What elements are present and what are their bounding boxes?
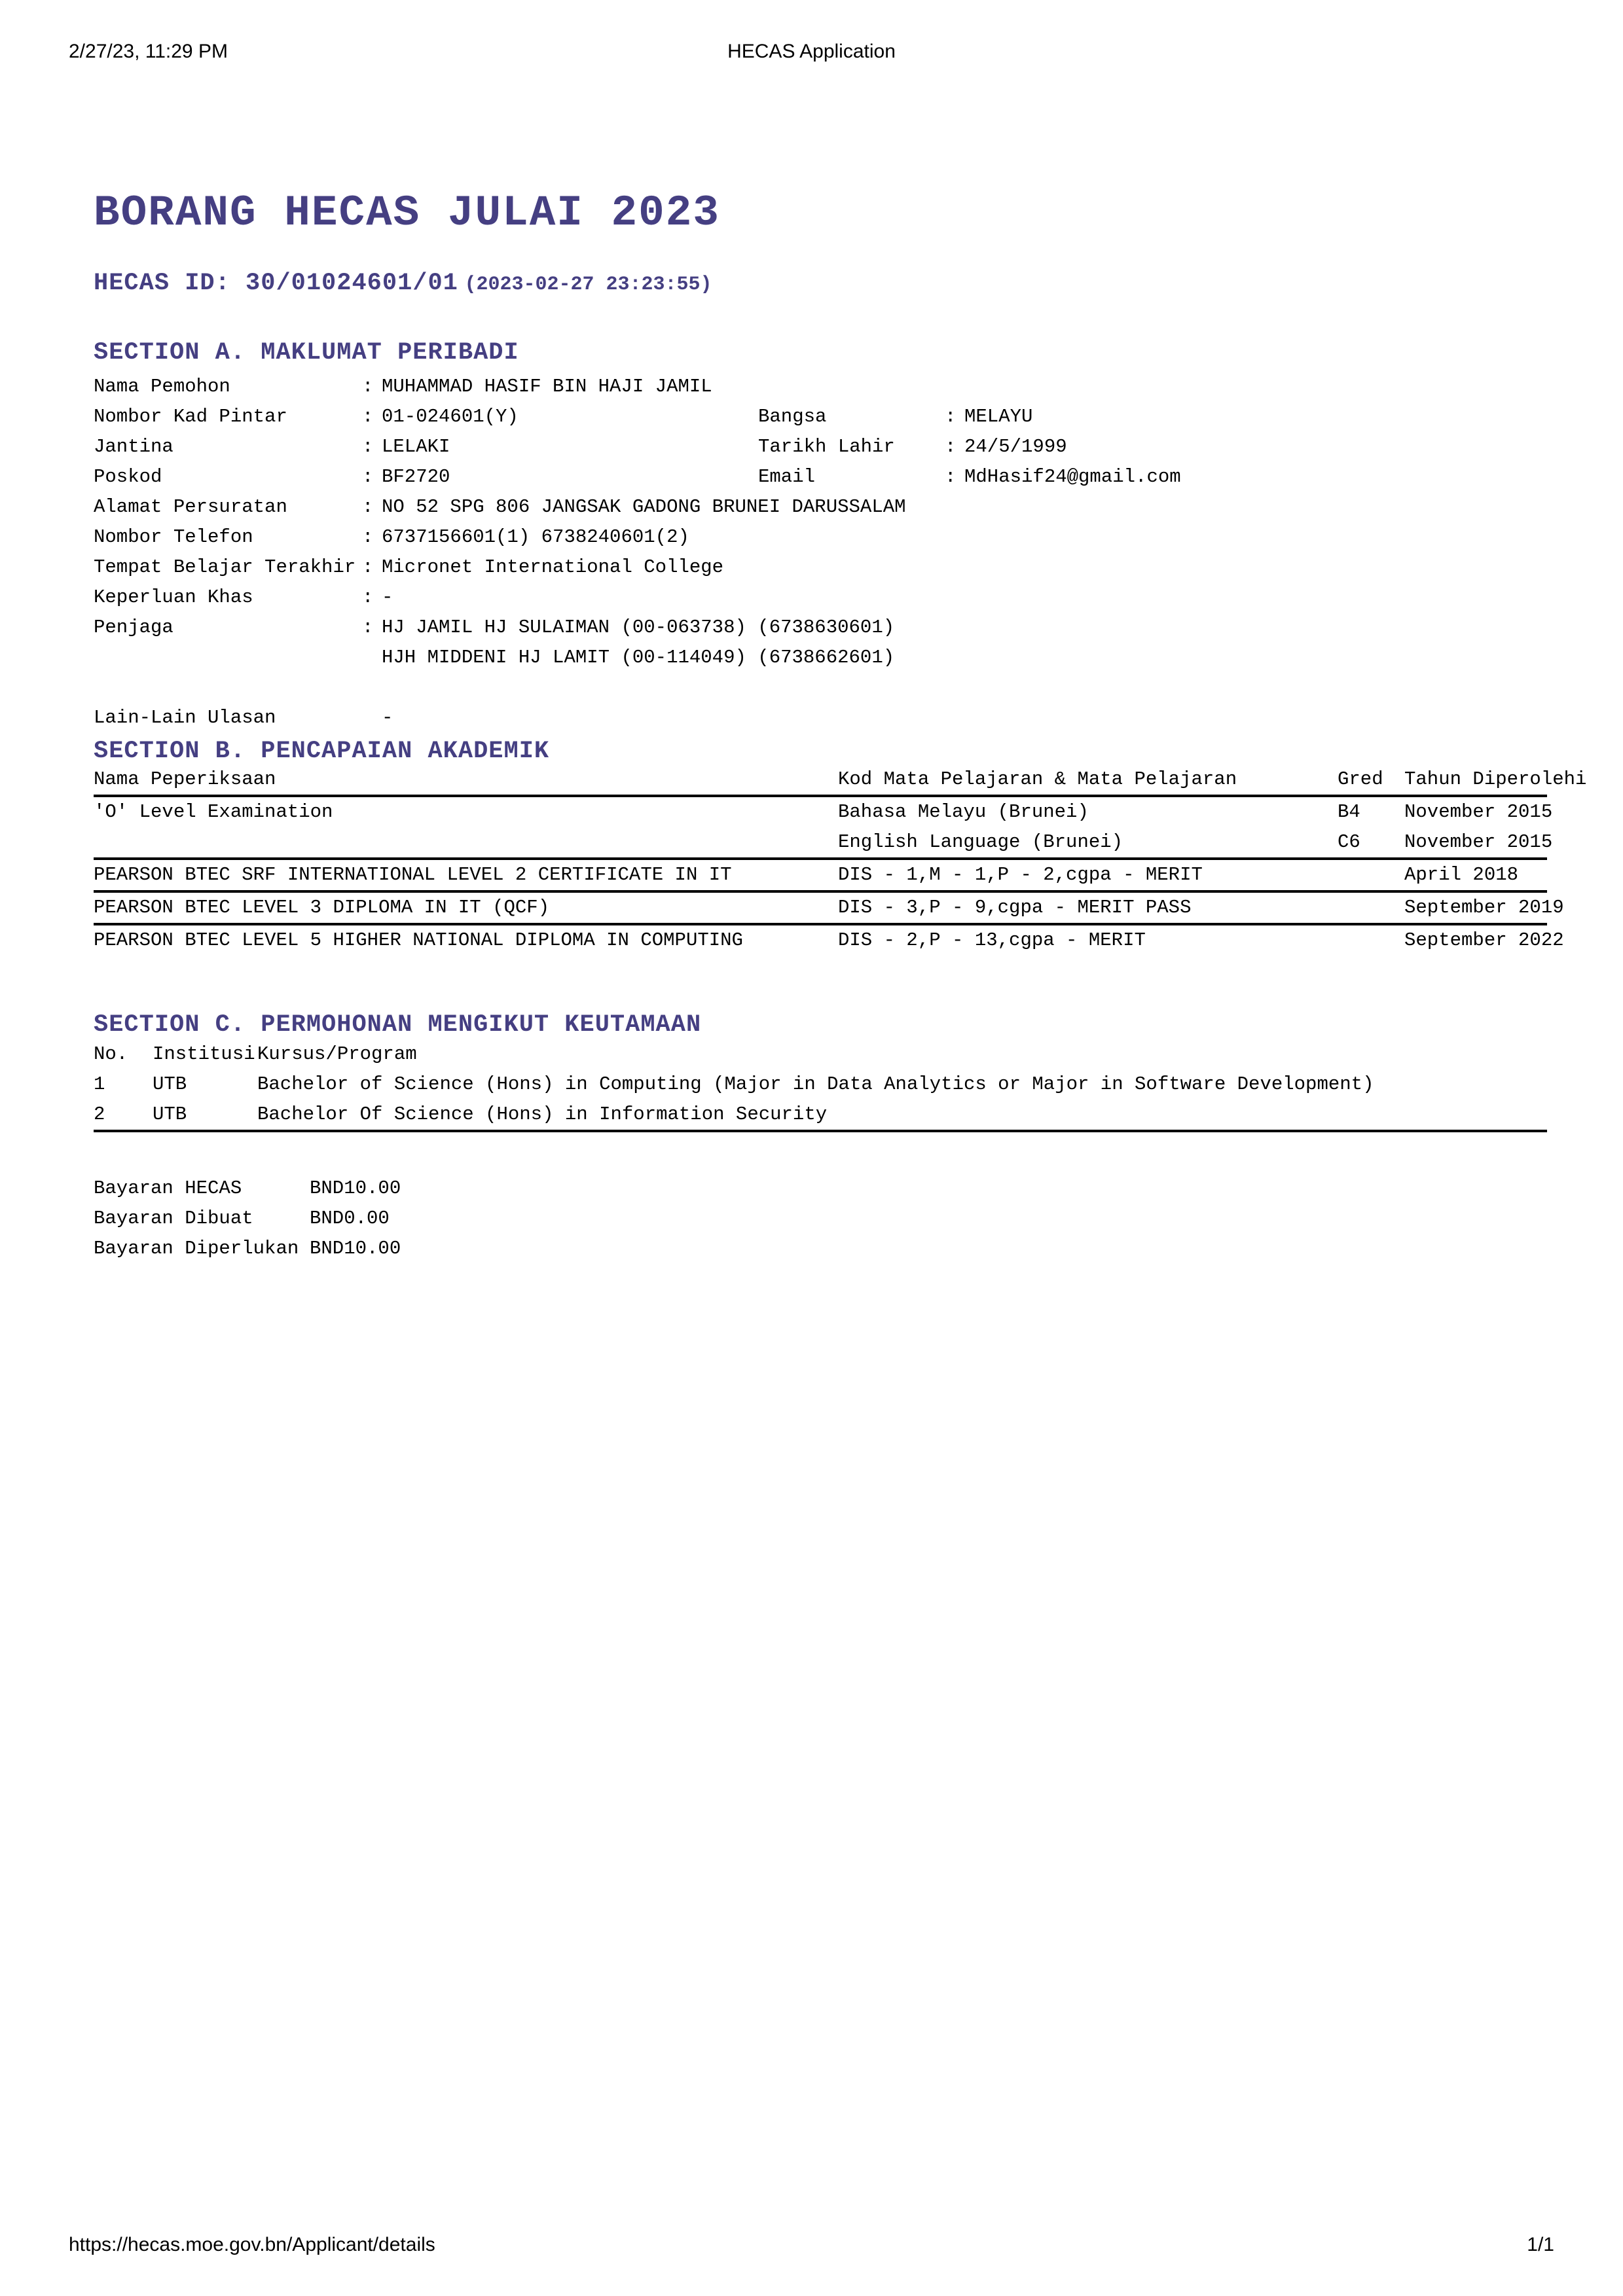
cell-exam — [94, 827, 838, 857]
cell-year: September 2019 — [1404, 897, 1564, 918]
info-value: BF2720 — [382, 466, 450, 488]
table-rule — [94, 1130, 1547, 1132]
info-row-guardian-primary — [94, 613, 1547, 643]
info-label: Keperluan Khas — [94, 586, 253, 608]
cell-year: September 2022 — [1404, 929, 1564, 951]
table-row — [94, 1069, 1547, 1100]
cell-course: Bachelor Of Science (Hons) in Information Security — [257, 1103, 828, 1125]
hecas-id-line — [94, 270, 712, 297]
info-colon: : — [362, 556, 374, 578]
info-colon: : — [362, 436, 374, 457]
info-colon: : — [362, 617, 374, 638]
info-label: Jantina — [94, 436, 173, 457]
fee-label: Bayaran HECAS — [94, 1177, 242, 1199]
info-value: - — [382, 707, 393, 728]
cell-subject: DIS - 3,P - 9,cgpa - MERIT PASS — [838, 897, 1192, 918]
hecas-id-value: HECAS ID: 30/01024601/01 — [94, 270, 458, 297]
academic-achievements-table — [94, 764, 1587, 956]
info-label: Nama Pemohon — [94, 376, 230, 397]
cell-course: Bachelor of Science (Hons) in Computing (Major in Data Analytics or Major in Software Development) — [257, 1073, 1374, 1095]
info-value: MUHAMMAD HASIF BIN HAJI JAMIL — [382, 376, 712, 397]
table-row — [94, 1100, 1547, 1130]
info-row — [94, 372, 1547, 402]
info-value: NO 52 SPG 806 JANGSAK GADONG BRUNEI DARUSSALAM — [382, 496, 906, 518]
page-title: BORANG HECAS JULAI 2023 — [94, 188, 720, 238]
column-header-course: Kursus/Program — [257, 1043, 417, 1065]
hecas-id-timestamp: (2023-02-27 23:23:55) — [464, 274, 712, 296]
table-header-row — [94, 1039, 1547, 1069]
cell-exam: PEARSON BTEC LEVEL 5 HIGHER NATIONAL DIPLOMA IN COMPUTING — [94, 929, 743, 951]
cell-grade: C6 — [1338, 831, 1360, 853]
cell-grade — [1338, 860, 1404, 890]
table-row — [94, 797, 1547, 827]
print-header-title: HECAS Application — [727, 41, 896, 62]
info-row — [94, 432, 1547, 462]
table-row — [94, 893, 1547, 923]
print-footer-url: https://hecas.moe.gov.bn/Applicant/details — [69, 2234, 435, 2255]
info-right-label: Bangsa — [758, 406, 827, 427]
info-right-label: Email — [758, 466, 816, 488]
cell-subject: DIS - 2,P - 13,cgpa - MERIT — [838, 929, 1146, 951]
info-colon: : — [362, 406, 374, 427]
info-row — [94, 402, 1547, 432]
info-row — [94, 583, 1547, 613]
info-value: 6737156601(1) 6738240601(2) — [382, 526, 689, 548]
fee-row — [94, 1234, 1547, 1264]
fee-row — [94, 1204, 1547, 1234]
info-label: Poskod — [94, 466, 162, 488]
cell-year: November 2015 — [1404, 801, 1553, 823]
column-header-institution: Institusi — [153, 1043, 255, 1065]
info-right-value: MdHasif24@gmail.com — [964, 466, 1181, 488]
fees-table — [94, 1174, 1547, 1264]
column-header-subject: Kod Mata Pelajaran & Mata Pelajaran — [838, 768, 1237, 790]
column-header-grade: Gred — [1338, 768, 1383, 790]
info-right-label: Tarikh Lahir — [758, 436, 895, 457]
info-row-spacer — [94, 673, 1547, 703]
cell-no: 1 — [94, 1073, 105, 1095]
info-label: Tempat Belajar Terakhir — [94, 556, 356, 578]
info-right-colon: : — [945, 466, 957, 488]
horizontal-rule — [94, 1130, 1547, 1132]
cell-no: 2 — [94, 1103, 105, 1125]
info-label: Nombor Telefon — [94, 526, 253, 548]
info-label: Nombor Kad Pintar — [94, 406, 287, 427]
info-row-guardian-secondary — [94, 643, 1547, 673]
info-label: Alamat Persuratan — [94, 496, 287, 518]
cell-grade: B4 — [1338, 801, 1360, 823]
cell-grade — [1338, 925, 1404, 956]
cell-subject: DIS - 1,M - 1,P - 2,cgpa - MERIT — [838, 864, 1203, 886]
fee-label: Bayaran Dibuat — [94, 1208, 253, 1229]
fee-label: Bayaran Diperlukan — [94, 1238, 299, 1259]
info-colon: : — [362, 376, 374, 397]
info-colon: : — [362, 526, 374, 548]
table-row — [94, 827, 1547, 857]
info-value: LELAKI — [382, 436, 450, 457]
cell-grade — [1338, 893, 1404, 923]
info-label: Lain-Lain Ulasan — [94, 707, 276, 728]
section-b-title: SECTION B. PENCAPAIAN AKADEMIK — [94, 738, 550, 765]
fee-row — [94, 1174, 1547, 1204]
info-value: HJ JAMIL HJ SULAIMAN (00-063738) (6738630601) — [382, 617, 895, 638]
info-value: HJH MIDDENI HJ LAMIT (00-114049) (6738662601) — [382, 647, 895, 668]
cell-institution: UTB — [153, 1103, 187, 1125]
table-row — [94, 925, 1547, 956]
info-right-colon: : — [945, 436, 957, 457]
info-colon: : — [362, 466, 374, 488]
fee-amount: BND10.00 — [310, 1238, 401, 1259]
info-value: 01-024601(Y) — [382, 406, 519, 427]
column-header-year: Tahun Diperolehi — [1404, 768, 1587, 790]
info-value: Micronet International College — [382, 556, 724, 578]
info-row-remarks — [94, 703, 1547, 733]
cell-exam: PEARSON BTEC SRF INTERNATIONAL LEVEL 2 CERTIFICATE IN IT — [94, 864, 732, 886]
info-label: Penjaga — [94, 617, 173, 638]
fee-amount: BND10.00 — [310, 1177, 401, 1199]
cell-year: November 2015 — [1404, 831, 1553, 853]
table-row — [94, 860, 1547, 890]
info-colon: : — [362, 586, 374, 608]
info-right-colon: : — [945, 406, 957, 427]
print-footer-page: 1/1 — [1527, 2234, 1554, 2255]
table-header-row — [94, 764, 1547, 795]
cell-subject: Bahasa Melayu (Brunei) — [838, 801, 1089, 823]
info-row — [94, 462, 1547, 492]
column-header-exam: Nama Peperiksaan — [94, 768, 276, 790]
section-c-title: SECTION C. PERMOHONAN MENGIKUT KEUTAMAAN — [94, 1011, 702, 1039]
print-header-timestamp: 2/27/23, 11:29 PM — [69, 41, 228, 62]
section-a-title: SECTION A. MAKLUMAT PERIBADI — [94, 339, 519, 367]
fee-amount: BND0.00 — [310, 1208, 390, 1229]
column-header-no: No. — [94, 1043, 128, 1065]
info-row — [94, 522, 1547, 552]
info-colon: : — [362, 496, 374, 518]
info-right-value: 24/5/1999 — [964, 436, 1067, 457]
cell-subject: English Language (Brunei) — [838, 831, 1123, 853]
cell-year: April 2018 — [1404, 864, 1519, 886]
cell-exam: PEARSON BTEC LEVEL 3 DIPLOMA IN IT (QCF) — [94, 897, 550, 918]
section-a-info-block — [94, 372, 1547, 733]
info-value: - — [382, 586, 393, 608]
cell-exam: 'O' Level Examination — [94, 801, 333, 823]
info-right-value: MELAYU — [964, 406, 1033, 427]
course-choices-table — [94, 1039, 1547, 1132]
info-row — [94, 492, 1547, 522]
cell-institution: UTB — [153, 1073, 187, 1095]
info-row — [94, 552, 1547, 583]
